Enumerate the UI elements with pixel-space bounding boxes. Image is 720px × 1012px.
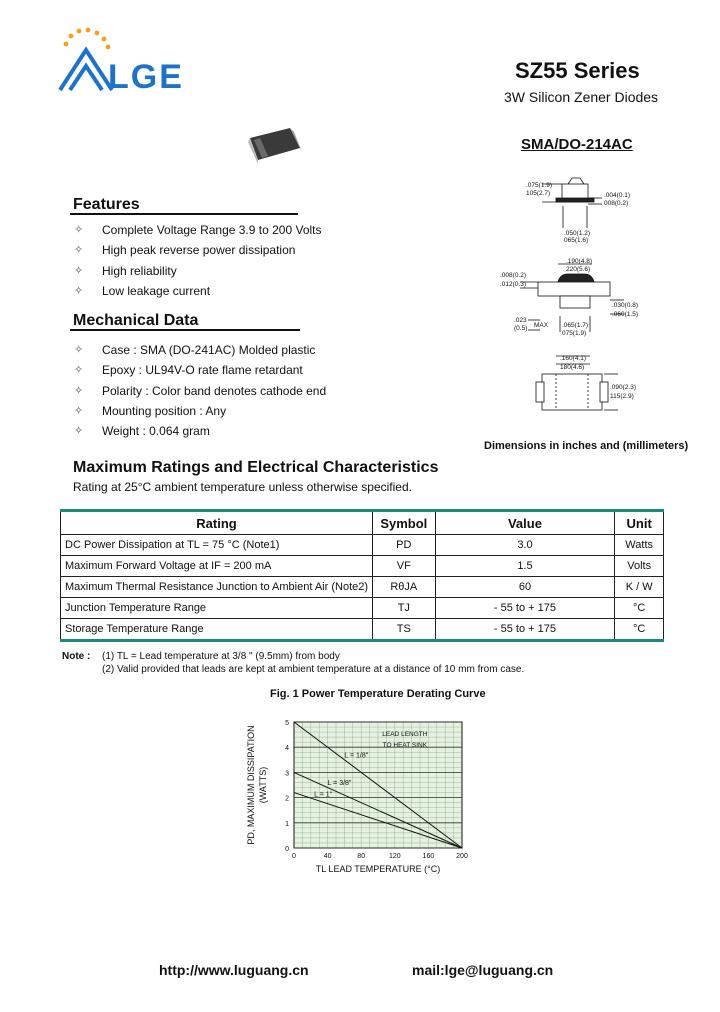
list-item: ✧ Epoxy : UL94V-O rate flame retardant (70, 360, 410, 380)
col-header-symbol: Symbol (373, 511, 436, 535)
cell-unit: °C (615, 598, 664, 619)
component-image (244, 124, 304, 166)
bottom-d4: 115(2.9) (610, 393, 634, 400)
series-title: SZ55 Series (515, 58, 640, 83)
notes-label: Note : (62, 651, 91, 662)
table-row (61, 556, 664, 577)
col-header-unit: Unit (615, 511, 664, 535)
y-tick-label: 2 (285, 795, 289, 803)
y-tick-label: 1 (285, 820, 289, 828)
y-tick-label: 4 (285, 745, 289, 753)
top-d3: .004(0.1) (604, 192, 631, 199)
diamond-bullet-icon: ✧ (74, 384, 84, 397)
dimension-drawings (480, 170, 680, 430)
side-d8: (0.5) (514, 325, 528, 332)
cell-value: - 55 to + 175 (435, 598, 615, 619)
table-row (61, 598, 664, 619)
series-label: L = 1/8" (344, 752, 369, 760)
side-d4: 220(5.6) (566, 266, 591, 273)
cell-value: 1.5 (435, 556, 615, 577)
ratings-table (60, 509, 664, 642)
diamond-bullet-icon: ✧ (74, 244, 84, 257)
top-d6: 065(1.6) (564, 237, 589, 244)
y-tick-label: 0 (285, 846, 289, 853)
features-list (70, 220, 390, 301)
cell-symbol: PD (373, 535, 436, 556)
cell-value: 3.0 (435, 535, 615, 556)
package-title: SMA/DO-214AC (521, 136, 633, 153)
ratings-subheading: Rating at 25°C ambient temperature unless otherwise specified. (73, 480, 412, 494)
table-row (61, 577, 664, 598)
mechanical-list (70, 340, 410, 441)
cell-rating: Storage Temperature Range (61, 619, 373, 641)
list-item: ✧ Complete Voltage Range 3.9 to 200 Volts (70, 220, 390, 240)
mechanical-heading: Mechanical Data (73, 312, 199, 329)
cell-unit: Watts (615, 535, 664, 556)
cell-unit: K / W (615, 577, 664, 598)
diamond-bullet-icon: ✧ (74, 425, 84, 438)
series-label: L = 1" (314, 791, 333, 799)
note-1: (1) TL = Lead temperature at 3/8 " (9.5mm) from body (102, 651, 340, 662)
bottom-d2: 180(4.6) (560, 364, 585, 371)
top-d5: .050(1.2) (564, 230, 591, 237)
cell-rating: Junction Temperature Range (61, 598, 373, 619)
side-d5: .030(0.8) (612, 302, 639, 309)
footer-email[interactable]: mail:lge@luguang.cn (412, 962, 554, 978)
cell-rating: Maximum Forward Voltage at IF = 200 mA (61, 556, 373, 577)
dimensions-note: Dimensions in inches and (millimeters) (484, 440, 689, 452)
footer-website[interactable]: http://www.luguang.cn (159, 962, 309, 978)
figure-title: Fig. 1 Power Temperature Derating Curve (270, 688, 486, 700)
derating-chart (238, 702, 478, 886)
cell-value: 60 (435, 577, 615, 598)
col-header-value: Value (435, 511, 615, 535)
annotation-line-2: TO HEAT SINK (382, 742, 428, 750)
series-label: L = 3/8" (327, 780, 352, 787)
list-item: ✧ Polarity : Color band denotes cathode end (70, 381, 410, 401)
diamond-bullet-icon: ✧ (74, 264, 84, 277)
side-d6: .060(1.5) (612, 311, 639, 318)
diamond-bullet-icon: ✧ (74, 224, 84, 236)
y-tick-label: 3 (285, 770, 289, 778)
col-header-rating: Rating (61, 511, 373, 535)
x-tick-label: 160 (422, 853, 435, 860)
bottom-d3: .090(2.3) (610, 384, 637, 391)
features-underline (70, 213, 298, 215)
x-tick-label: 40 (323, 853, 332, 860)
table-row (61, 619, 664, 641)
list-item: ✧ High reliability (70, 261, 390, 281)
top-d4: 008(0.2) (604, 200, 629, 207)
mechanical-underline (70, 329, 300, 331)
logo-text: LGE (108, 58, 184, 96)
list-item: ✧ Low leakage current (70, 281, 390, 301)
side-d3: .190(4.8) (566, 258, 593, 265)
side-d9: MAX (534, 322, 549, 329)
list-item: ✧ Weight : 0.064 gram (70, 421, 410, 441)
diamond-bullet-icon: ✧ (74, 284, 84, 297)
x-tick-label: 120 (388, 853, 401, 860)
cell-rating: Maximum Thermal Resistance Junction to Ambient Air (Note2) (61, 577, 373, 598)
note-2: (2) Valid provided that leads are kept at ambient temperature at a distance of 10 mm from case. (102, 664, 525, 675)
diamond-bullet-icon: ✧ (74, 344, 84, 356)
side-d1: .008(0.2) (500, 272, 527, 279)
top-d1: .075(1.9) (526, 182, 553, 189)
list-item: ✧ Mounting position : Any (70, 401, 410, 421)
diamond-bullet-icon: ✧ (74, 404, 84, 417)
cell-symbol: TS (373, 619, 436, 641)
side-d2: .012(0.3) (500, 281, 527, 288)
cell-symbol: TJ (373, 598, 436, 619)
y-axis-unit-label: (WATTS) (258, 766, 268, 804)
bottom-d1: .160(4.1) (560, 355, 587, 362)
side-d11: 075(1.9) (562, 330, 587, 337)
cell-rating: DC Power Dissipation at TL = 75 °C (Note1) (61, 535, 373, 556)
diamond-bullet-icon: ✧ (74, 364, 84, 377)
list-item: ✧ Case : SMA (DO-241AC) Molded plastic (70, 340, 410, 360)
x-tick-label: 80 (357, 853, 366, 860)
ratings-heading: Maximum Ratings and Electrical Characteristics (73, 459, 439, 476)
annotation-line-1: LEAD LENGTH (382, 730, 428, 738)
side-d7: .023 (514, 317, 527, 324)
side-d10: .065(1.7) (562, 322, 589, 329)
logo-mark (54, 26, 114, 96)
features-heading: Features (73, 196, 140, 213)
cell-symbol: VF (373, 556, 436, 577)
x-tick-label: 0 (292, 853, 296, 860)
y-tick-label: 5 (285, 720, 289, 727)
subtitle: 3W Silicon Zener Diodes (504, 89, 659, 105)
cell-unit: Volts (615, 556, 664, 577)
x-tick-label: 200 (456, 853, 468, 860)
list-item: ✧ High peak reverse power dissipation (70, 240, 390, 260)
y-axis-label: PD, MAXIMUM DISSIPATION (246, 725, 256, 845)
x-axis-label: TL LEAD TEMPERATURE (°C) (315, 864, 441, 874)
cell-unit: °C (615, 619, 664, 641)
cell-symbol: RθJA (373, 577, 436, 598)
top-d2: 105(2.7) (526, 190, 551, 197)
table-row (61, 535, 664, 556)
table-header-row (61, 511, 664, 535)
notes (62, 650, 524, 676)
cell-value: - 55 to + 175 (435, 619, 615, 641)
